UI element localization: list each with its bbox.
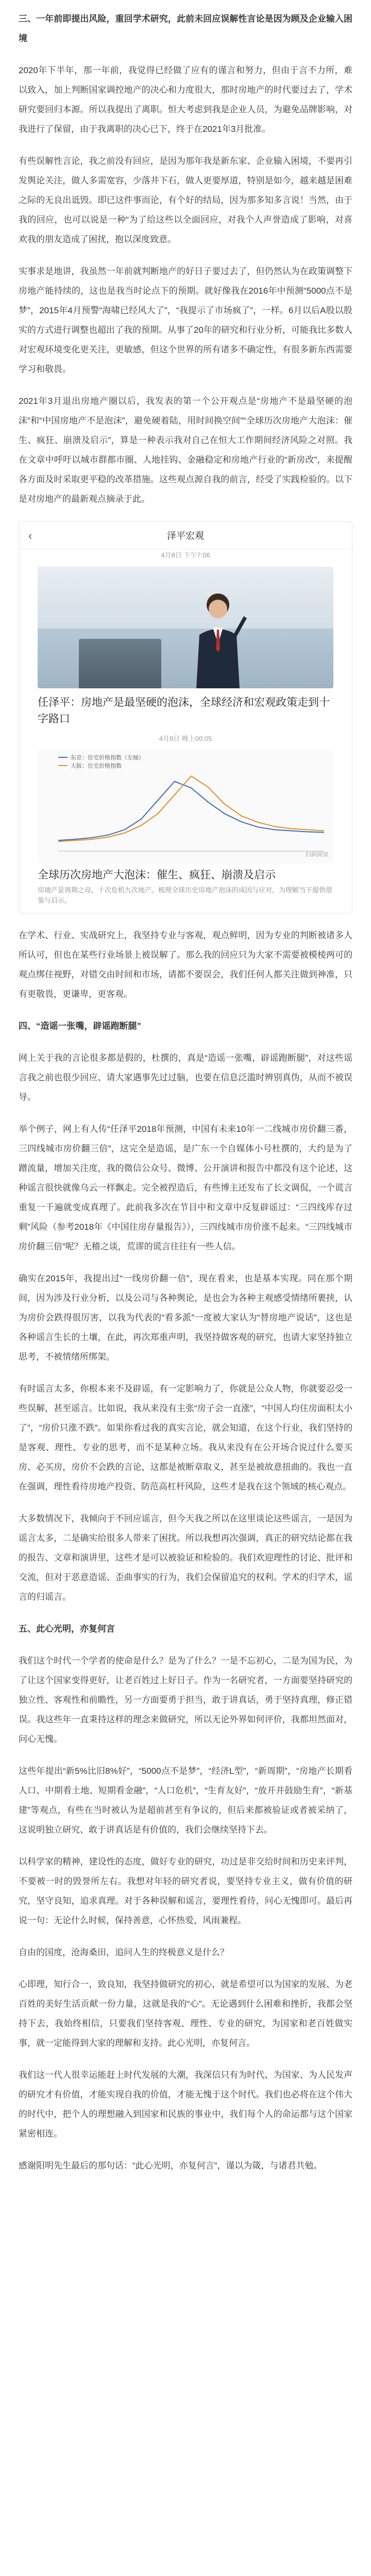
bottom-space xyxy=(19,2188,352,2193)
paragraph: 2021年3月退出房地产圈以后，我发表的第一个公开观点是“房地产不是最坚硬的泡沫”和“中国房地产不是泡沫”，避免硬着陆，用时间换空间”“全球历次房地产大泡沫：催生、疯狂、崩溃及启示”，算是一种表示我对自己在恒大工作期间经济风险之对照。我在文章中呼吁以城市群都市圈、人地挂钩、金融稳定和房地产行业的“新房改”，来提醒各方面及时采取更平稳的改革措施。这些观点源自我的前言，经受了实践检验的。以下是对房地产的最新观点摘录于此。 xyxy=(19,396,352,504)
paragraph: 我们这一代人很幸运能赶上时代发展的大潮，我深信只有为时代、为国家、为人民发声的研究才有价值，才能实现自我的价值，才能无愧于这个时代。我们也必将在这个伟大的时代中，把个人的理想融入到国家和民族的事业中，我们每个人的命运都与这个国家紧密相连。 xyxy=(19,2070,352,2139)
card-header xyxy=(19,522,352,549)
paragraph: 在学术、行业、实战研究上，我坚持专业与客观，观点鲜明，因为专业的判断被诸多人所认可，但也在某些行业场景上被误解了。那么我的回应只为大家不需要被模棱两可的观点绑住视野，对错交由时间和市场，请都不要误会，我们任何人都关注做到神准，只有更敬畏，更谦卑，更客观。 xyxy=(19,930,352,999)
headline-1[interactable]: 任泽平：房地产是最坚硬的泡沫，全球经济和宏观政策走到十字路口 xyxy=(38,697,330,725)
chevron-left-icon[interactable]: ‹ xyxy=(28,529,32,542)
paragraph: 大多数情况下，我倾向于不回应谣言，但今天我之所以在这里谈论这些谣言，一是因为谣言太多，二是确实给很多人带来了困扰。所以我想再次强调，真正的研究结论都在我的报告、文章和演讲里，这些才是可以被验证和检验的。我们欢迎理性的讨论、批评和交流，但对于恶意造谣、歪曲事实的行为，我们会保留追究的权利。学术的归学术，谣言的归谣言。 xyxy=(19,1514,352,1602)
speaker-figure xyxy=(187,587,249,688)
paragraph: 有些误解性言论，我之前没有回应，是因为那年我是新东家、企业输入困境，不要再引发舆论关注，做人多需宽容，少落井下石，做人更要厚道，特别是如今，越来越是困难之际的无良出诋毁。即已这件事而论，有个好的结局，因为那多知多言说！当然，由于我的回应，也可以说是一种“为了给这些以全面回应，对我个人声誉造成了影响，对喜欢我的朋友造成了困扰，抱以深度致意。 xyxy=(19,156,352,244)
section-heading-5: 五、此心光明，亦复何言 xyxy=(19,1624,115,1634)
chart-svg xyxy=(38,750,334,863)
series-line-1 xyxy=(58,782,324,840)
paragraph: 确实在2015年，我提出过“一线房价翻一倍”，现在看来，也是基本实现。同在那个期间，因为涉及行业分析，以及公司与各种舆论，是也会为各种主观感受情绪所裹挟，认为房价会跌得很厉害，以我为代表的“看多派”一度被大家认为“替房地产说话”，这也是各种谣言生长的土壤，在此，再次郑重声明，我坚持做客观的研究，也请大家坚持独立思考，不被情绪所绑架。 xyxy=(19,1274,352,1362)
paragraph: 我们这个时代一个学者的使命是什么？是为了什么？一是不忘初心，二是为国为民，为了让这个国家变得更好，让老百姓过上好日子。作为一名研究者，一方面要坚持研究的独立性、客观性和前瞻性，另一方面要勇于担当，敢于讲真话，勇于坚持真理，修正错误。我这些年一直秉持这样的理念来做研究，所以无论外界如何评价，我都坦然面对，问心无愧。 xyxy=(19,1656,352,1744)
paragraph: 感谢阳明先生最后的那句话：“此心光明，亦复何言”，谨以为箴，与诸君共勉。 xyxy=(19,2161,323,2171)
paragraph: 这些年提出“新5%比旧8%好”，“5000点不是梦”，“经济L型”，“新周期”，“房地产长期看人口、中期看土地、短期看金融”，“人口危机”，“生育友好”，“放开并鼓励生育”，“新基建”等观点，有些在当时被认为是超前甚至有争议的，但后来都被验证或者被采纳了，这说明独立研究、敢于讲真话是有价值的，我们会继续坚持下去。 xyxy=(19,1766,352,1835)
qr-label: 扫码阅读 xyxy=(306,852,328,858)
post-date-2: 4月9日 晚上00:05 xyxy=(159,735,212,742)
headline-2[interactable]: 全球历次房地产大泡沫：催生、疯狂、崩溃及启示 xyxy=(38,869,276,881)
paragraph: 心即理，知行合一，致良知，我坚持做研究的初心，就是希望可以为国家的发展、为老百姓的美好生活贡献一份力量，这就是我的“心”。无论遇到什么困难和挫折，我都会坚持下去，我始终相信，只要我们坚持客观、理性、专业的研究，为国家和老百姓做实事，就一定能得到大家的理解和支持。此心光明，亦复何言。 xyxy=(19,1979,352,2048)
paragraph: 自由的国度，沧海桑田，追问人生的终极意义是什么？ xyxy=(19,1947,229,1957)
legend-label-2: 大阪：住宅价格指数 xyxy=(71,763,122,769)
paragraph: 2020年下半年，那一年前，我觉得已经做了应有的谨言和努力，但由于言不力所，难以致入，加上判断国家调控地产的决心和力度很大，那时房地产的时代要过去了，学术研究要回归本源。所以我提出了离职。恒大考虑到我是企业人员，为避免品牌影响，对我进行了保留，由于我离职的决心已下，终于在2021年3月批准。 xyxy=(19,65,352,134)
headline-2-subtitle: 房地产是周期之母，十次危机九次地产。梳理全球历史房地产泡沫的成因与应对，为理解当下提供借鉴与启示。 xyxy=(38,886,333,904)
backdrop-screen xyxy=(38,567,333,629)
series-line-2 xyxy=(58,776,324,841)
legend-label-1: 东京：住宅价格指数（左轴） xyxy=(71,755,144,761)
price-index-chart xyxy=(38,750,333,863)
paragraph: 有时谣言太多，你根本来不及辟谣，有一定影响力了，你就是公众人物，你就要忍受一些误解，甚至谣言。比如说，我从来没有主张“房子会一直涨”，“中国人均住房面积太小了”，“房价只涨不跌”。如果你看过我的真实言论，就会知道，在这个行业，我们坚持的是客观、理性、专业的思考，而不是某种立场。我从来没有在公开场合说过什么要买房、必买房，房价不会跌的言论，这都是被断章取义，甚至是被故意扭曲的。我也一直在强调，理性看待房地产投资、防范高杠杆风险，这些才是我在这个领域的核心观点。 xyxy=(19,1384,352,1492)
embedded-article-card[interactable] xyxy=(19,521,352,913)
speaker-photo xyxy=(38,567,333,688)
account-name: 泽平宏观 xyxy=(167,531,204,541)
podium xyxy=(79,639,161,688)
paragraph: 网上关于我的言论很多都是假的，杜撰的，真是“造谣一张嘴，辟谣跑断腿”，对这些谣言我之前也很少回应、请大家遇事先过过脑，也要在信息泛滥时辨别真伪，从而不被误导。 xyxy=(19,1053,352,1102)
post-date: 4月8日 下午7:06 xyxy=(161,551,210,559)
paragraph: 举个例子，网上有人传“任泽平2018年预测，中国有未来10年一二线城市房价翻三番，三四线城市房价翻三倍”，这完全是造谣，是广东一个自媒体小号杜撰的，大约是为了蹭流量，增加关注度，我的微信公众号、微博、公开演讲和报告中都没有这个论述，这种谣言很快就像乌云一样飘走。完全被捏造后，有些博主还发布了长文调侃，一个谎言重复一千遍就变成真理了。此前我多次在节目中和文章中反复辟谣过：“三四线库存过剩”风险（参考2018年《中国住房存量报告》），三四线城市房价涨不起来。“三四线城市房价翻三倍”呢？无稽之谈，荒谬的谎言往往有一些人信。 xyxy=(19,1124,352,1251)
paragraph: 实事求是地讲，我虽然一年前就判断地产的好日子要过去了，但仍然认为在政策调整下房地产能持续的，这也是我当时论点下的预期。就好像我在2016年中预测“5000点不是梦”，2015年4月预警“海啸已经风大了”，“我提示了市场疯了”，一样。6月以后A股以股实的方式进行调整也超出了我的预期。从事了20年的研究和行业分析，可能我比多数人对宏观环境变化更关注，更敏感，但这个世界的所有诸多不确定性，有很多新东西需要学习和敬畏。 xyxy=(19,266,352,374)
section-heading-3: 三、一年前即提出风险，重回学术研究，此前未回应误解性言论是因为顾及企业输入困境 xyxy=(19,14,352,43)
section-heading-4: 四、“造谣一张嘴，辟谣跑断腿” xyxy=(19,1021,141,1031)
paragraph: 以科学家的精神，建设性的态度，做好专业的研究，功过是非交给时间和历史来评判，不要被一时的毁誉所左右。我想对年轻的研究者说，要坚持专业主义，做有价值的研究，坚守良知，追求真理。对于各种误解和谣言，要理性看待，问心无愧即可。最后再说一句：无论什么时候，保持善意，心怀热爱，风雨兼程。 xyxy=(19,1857,352,1925)
